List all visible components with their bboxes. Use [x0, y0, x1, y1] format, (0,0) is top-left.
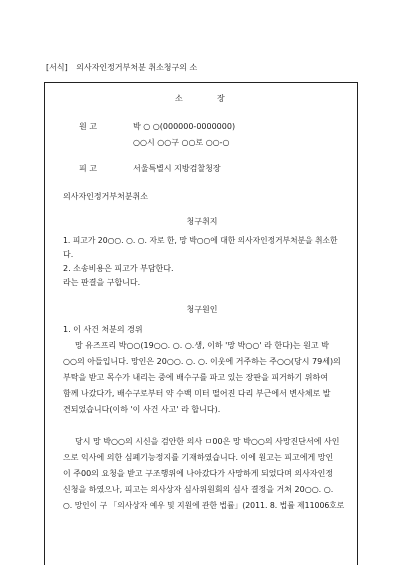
- paragraph-line: 신청을 하였으나, 피고는 의사상자 심사위원회의 심사 결정을 거쳐 20○○. ○.: [63, 485, 334, 494]
- document-title-left: 소: [175, 94, 183, 103]
- plaintiff-label: 원 고: [79, 122, 97, 131]
- form-tag: [서식]: [46, 63, 68, 72]
- paragraph-line: ○. 망인이 구 「의사상자 예우 및 지원에 관한 법률」(2011. 8. 법률 제11006호로: [63, 501, 345, 510]
- paragraph-line: 당시 망 박○○의 시신을 검안한 의사 ㅁ00은 망 박○○의 사망진단서에 사인: [75, 437, 340, 446]
- claim-line: 다.: [63, 250, 74, 259]
- form-header-title: 의사자인정거부처분 취소청구의 소: [76, 63, 198, 72]
- defendant-name: 서울특별시 지방검찰청장: [133, 164, 221, 173]
- paragraph-line: 함께 나갔다가, 배수구로부터 약 수백 미터 떨어진 다리 부근에서 변사체로 발: [63, 389, 331, 398]
- paragraph-line: ○○의 아들입니다. 망인은 20○○. ○. ○. 이웃에 거주하는 주○○(당시 79세)의: [63, 357, 341, 366]
- case-name: 의사자인정거부처분취소: [63, 192, 149, 201]
- paragraph-line: 으로 익사에 의한 심폐기능정지를 기재하였습니다. 이에 원고는 피고에게 망인: [63, 453, 334, 462]
- form-header: [46, 62, 197, 73]
- reason-heading: 청구원인: [186, 305, 218, 314]
- section-title: 1. 이 사건 처분의 경위: [63, 325, 143, 334]
- plaintiff-address: ○○시 ○○구 ○○로 ○○-○: [133, 138, 230, 147]
- paragraph-line: 망 유즈프리 박○○(19○○. ○. ○.생, 이하 '망 박○○' 라 한다)는 원고 박: [75, 341, 329, 350]
- document-frame: [44, 82, 358, 565]
- claim-line: 1. 피고가 20○○. ○. ○. 자로 한, 망 박○○에 대한 의사자인정거부처분을 취소한: [63, 236, 338, 245]
- paragraph-line: 견되었습니다(이하 '이 사건 사고' 라 합니다).: [63, 405, 221, 414]
- claim-line: 라는 판결을 구합니다.: [63, 278, 141, 287]
- paragraph-line: 부탁을 받고 목수가 내리는 중에 배수구를 파고 있는 장판을 피거하기 위하여: [63, 373, 328, 382]
- plaintiff-name: 박 ○ ○(000000-0000000): [133, 122, 236, 131]
- claim-heading: 청구취지: [186, 217, 218, 226]
- defendant-label: 피 고: [79, 164, 97, 173]
- claim-line: 2. 소송비용은 피고가 부담한다.: [63, 264, 174, 273]
- document-title-right: 장: [217, 94, 225, 103]
- paragraph-line: 이 주00의 요청을 받고 구조행위에 나아갔다가 사망하게 되었다며 의사자인정: [63, 469, 334, 478]
